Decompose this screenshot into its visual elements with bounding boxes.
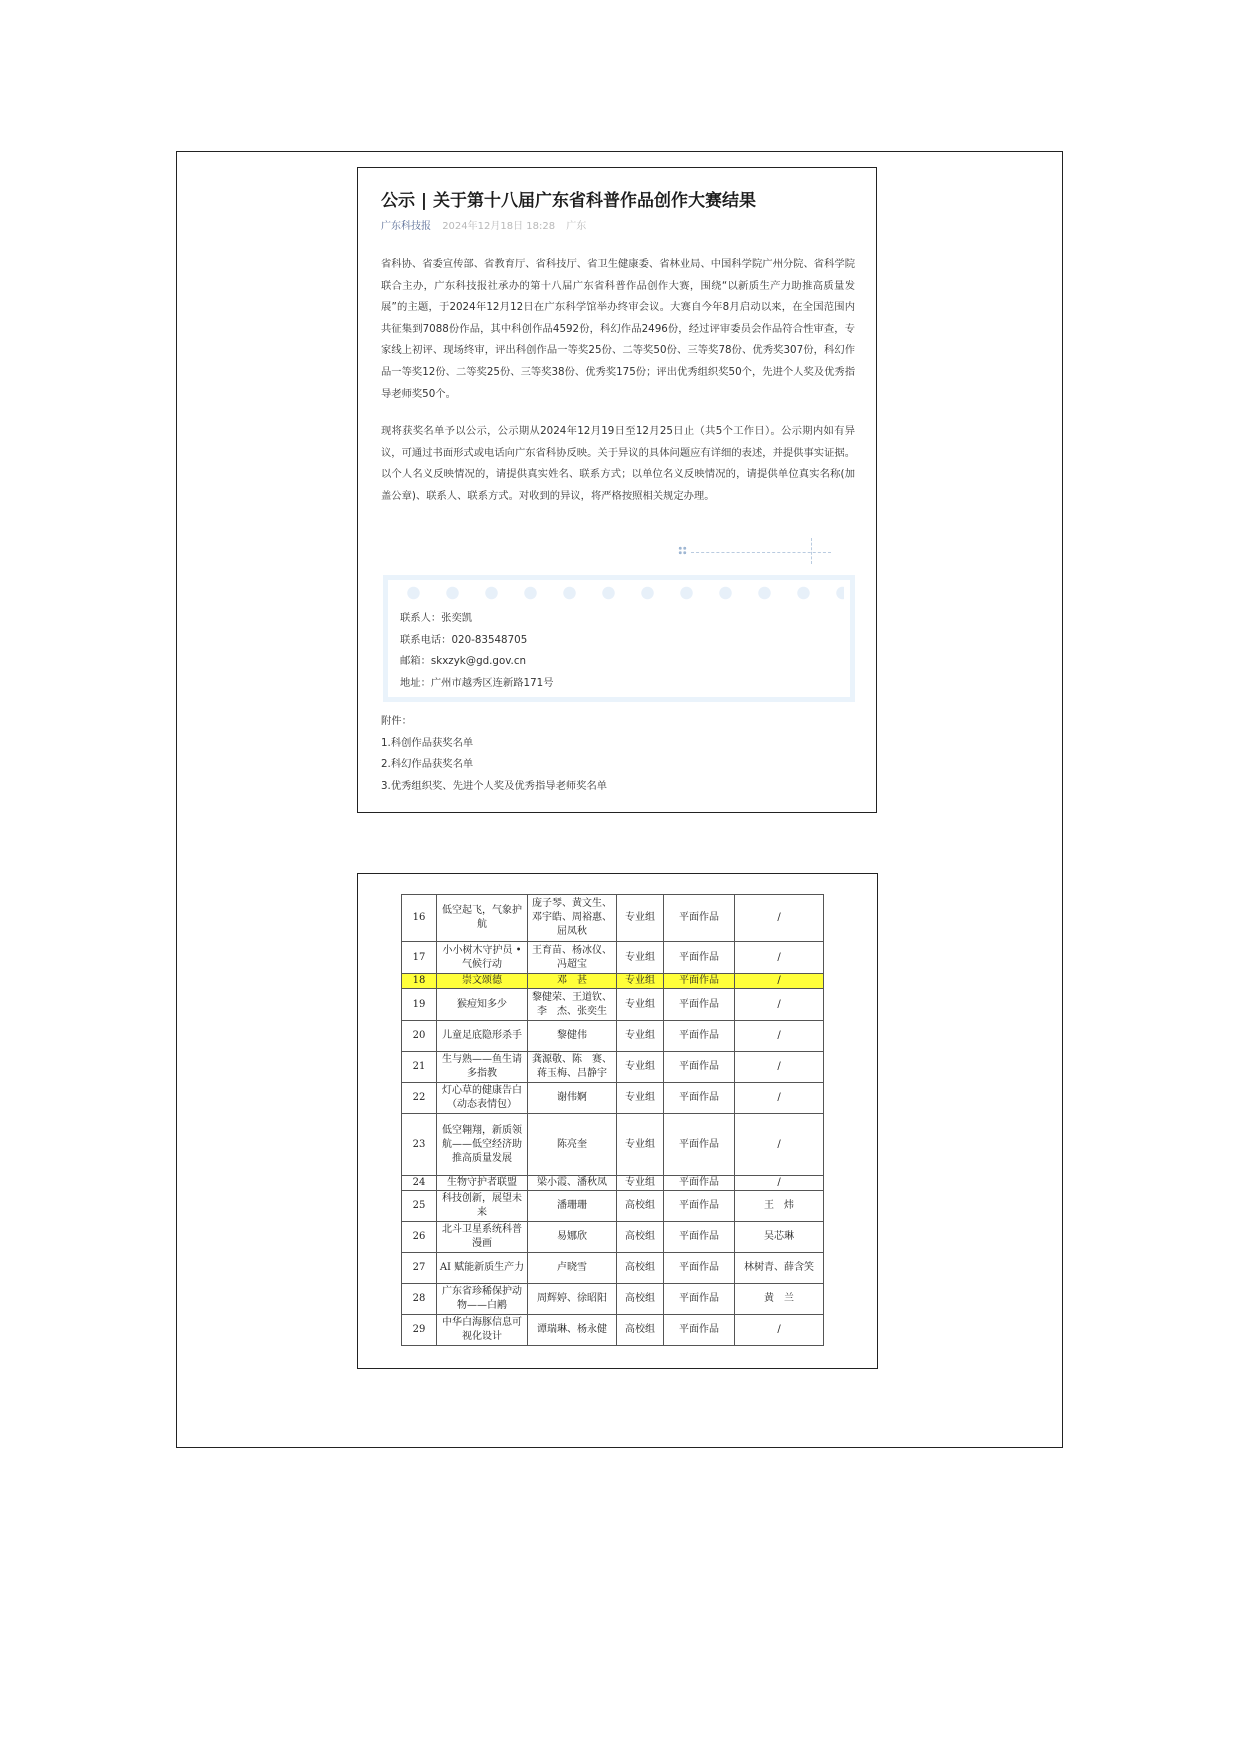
row-number: 25 [402,1191,437,1222]
work-title: AI 赋能新质生产力 [437,1253,528,1284]
row-number: 16 [402,895,437,942]
group-name: 高校组 [617,1315,664,1346]
row-number: 18 [402,974,437,989]
article-date: 2024年12月18日 18:28 [442,221,556,232]
teacher-name: 吴芯琳 [735,1222,824,1253]
contact-info [400,608,554,694]
row-number: 20 [402,1021,437,1052]
work-type: 平面作品 [664,989,735,1021]
group-name: 专业组 [617,895,664,942]
teacher-name: / [735,1176,824,1191]
row-number: 17 [402,942,437,974]
work-title: 小小树木守护员 • 气候行动 [437,942,528,974]
table-row [402,1191,824,1222]
row-number: 21 [402,1052,437,1083]
table-row [402,1021,824,1052]
work-title: 北斗卫星系统科普漫画 [437,1222,528,1253]
work-type: 平面作品 [664,942,735,974]
work-title: 猴痘知多少 [437,989,528,1021]
work-title: 崇文颂德 [437,974,528,989]
work-type: 平面作品 [664,1114,735,1176]
article-source-link[interactable]: 广东科技报 [381,221,431,232]
contact-address: 地址：广州市越秀区连新路171号 [400,676,554,689]
dashed-divider [691,552,831,554]
author-names: 黎健伟 [528,1021,617,1052]
author-names: 陈亮奎 [528,1114,617,1176]
table-row [402,1176,824,1191]
table-row [402,1315,824,1346]
work-type: 平面作品 [664,974,735,989]
article-meta [381,220,855,234]
article-body [381,190,855,508]
article-location: 广东 [566,221,587,232]
table-row [402,1253,824,1284]
table-row [402,1222,824,1253]
group-name: 高校组 [617,1253,664,1284]
teacher-name: / [735,989,824,1021]
work-title: 生物守护者联盟 [437,1176,528,1191]
work-title: 生与熟——鱼生请多指教 [437,1052,528,1083]
attachment-item[interactable]: 3.优秀组织奖、先进个人奖及优秀指导老师奖名单 [381,779,608,792]
teacher-name: / [735,1052,824,1083]
group-name: 专业组 [617,974,664,989]
work-type: 平面作品 [664,1191,735,1222]
group-name: 专业组 [617,989,664,1021]
teacher-name: 王 炜 [735,1191,824,1222]
work-title: 低空翱翔，新质领航——低空经济助推高质量发展 [437,1114,528,1176]
row-number: 26 [402,1222,437,1253]
author-names: 谭瑞琳、杨永健 [528,1315,617,1346]
group-name: 高校组 [617,1191,664,1222]
author-names: 易娜欣 [528,1222,617,1253]
teacher-name: / [735,974,824,989]
attachment-item[interactable]: 1.科创作品获奖名单 [381,736,474,749]
work-type: 平面作品 [664,1052,735,1083]
award-table-body [402,895,824,1346]
work-title: 科技创新，展望未来 [437,1191,528,1222]
drag-handle-icon [678,546,687,555]
author-names: 邓 甚 [528,974,617,989]
teacher-name: / [735,895,824,942]
author-names: 谢伟婀 [528,1083,617,1114]
teacher-name: / [735,1083,824,1114]
article-title: 公示 | 关于第十八届广东省科普作品创作大赛结果 [381,191,757,211]
teacher-name: / [735,1315,824,1346]
teacher-name: / [735,1114,824,1176]
article-screenshot [357,167,877,813]
row-number: 19 [402,989,437,1021]
table-row [402,1052,824,1083]
row-number: 22 [402,1083,437,1114]
group-name: 专业组 [617,1114,664,1176]
attachment-item[interactable]: 2.科幻作品获奖名单 [381,758,474,770]
teacher-name: 林树青、薛含笑 [735,1253,824,1284]
author-names: 梁小霞、潘秋凤 [528,1176,617,1191]
table-row [402,895,824,942]
group-name: 高校组 [617,1284,664,1315]
teacher-name: 黄 兰 [735,1284,824,1315]
group-name: 专业组 [617,942,664,974]
work-type: 平面作品 [664,895,735,942]
work-title: 中华白海豚信息可视化设计 [437,1315,528,1346]
work-type: 平面作品 [664,1083,735,1114]
contact-person: 联系人：张奕凯 [400,612,473,624]
group-name: 专业组 [617,1083,664,1114]
article-paragraph-1: 省科协、省委宣传部、省教育厅、省科技厅、省卫生健康委、省林业局、中国科学院广州分院、省科学院联合主办，广东科技报社承办的第十八届广东省科普作品创作大赛，围绕“以新质生产力助推高质量发展”的主题，于2024年12月12日在广东科学馆举办终审会议。大赛自今年8月启动以来，在全国范围内共征集到7088份作品，其中科创作品4592份，科幻作品2496份，经过评审委员会作品符合性审查，专家线上初评、现场终审，评出科创作品一等奖25份、二等奖50份、三等奖78份、优秀奖307份，科幻作品一等奖12份、二等奖25份、三等奖38份、优秀奖175份；评出优秀组织奖50个，先进个人奖及优秀指导老师奖50个。 [381,258,855,400]
work-type: 平面作品 [664,1253,735,1284]
row-number: 24 [402,1176,437,1191]
teacher-name: / [735,942,824,974]
row-number: 28 [402,1284,437,1315]
teacher-name: / [735,1021,824,1052]
contact-email: 邮箱：skxzyk@gd.gov.cn [400,655,527,667]
author-names: 龚源敬、陈 赛、蒋玉梅、吕静宇 [528,1052,617,1083]
table-row [402,942,824,974]
author-names: 周辉婷、徐昭阳 [528,1284,617,1315]
author-names: 王育苗、杨冰仪、冯超宝 [528,942,617,974]
row-number: 29 [402,1315,437,1346]
author-names: 黎健荣、王道钦、李 杰、张奕生 [528,989,617,1021]
author-names: 卢晓雪 [528,1253,617,1284]
author-names: 潘珊珊 [528,1191,617,1222]
row-number: 27 [402,1253,437,1284]
group-name: 专业组 [617,1052,664,1083]
work-title: 儿童足底隐形杀手 [437,1021,528,1052]
work-title: 低空起飞，气象护航 [437,895,528,942]
group-name: 专业组 [617,1176,664,1191]
group-name: 高校组 [617,1222,664,1253]
table-row [402,1083,824,1114]
table-row [402,974,824,989]
dashed-divider-vertical [811,538,813,564]
article-paragraph-2: 现将获奖名单予以公示，公示期从2024年12月19日至12月25日止（共5个工作日）。公示期内如有异议，可通过书面形式或电话向广东省科协反映。关于异议的具体问题应有详细的表述，并提供事实证据。以个人名义反映情况的，请提供真实姓名、联系方式；以单位名义反映情况的，请提供单位真实名称(加盖公章)、联系人、联系方式。对收到的异议，将严格按照相关规定办理。 [381,425,855,502]
table-row [402,1284,824,1315]
row-number: 23 [402,1114,437,1176]
attachments-label: 附件： [381,715,412,727]
contact-phone: 联系电话：020-83548705 [400,633,528,646]
decorative-dots [394,586,844,600]
work-type: 平面作品 [664,1176,735,1191]
work-type: 平面作品 [664,1315,735,1346]
group-name: 专业组 [617,1021,664,1052]
table-screenshot [357,873,878,1369]
attachments [381,711,607,797]
table-row [402,1114,824,1176]
work-title: 灯心草的健康告白（动态表情包） [437,1083,528,1114]
award-table [401,894,824,1346]
work-type: 平面作品 [664,1284,735,1315]
contact-card [383,575,855,702]
table-row [402,989,824,1021]
author-names: 庞子琴、黄文生、邓宇皓、周裕惠、屈凤秋 [528,895,617,942]
work-type: 平面作品 [664,1222,735,1253]
work-title: 广东省珍稀保护动物——白鹇 [437,1284,528,1315]
work-type: 平面作品 [664,1021,735,1052]
